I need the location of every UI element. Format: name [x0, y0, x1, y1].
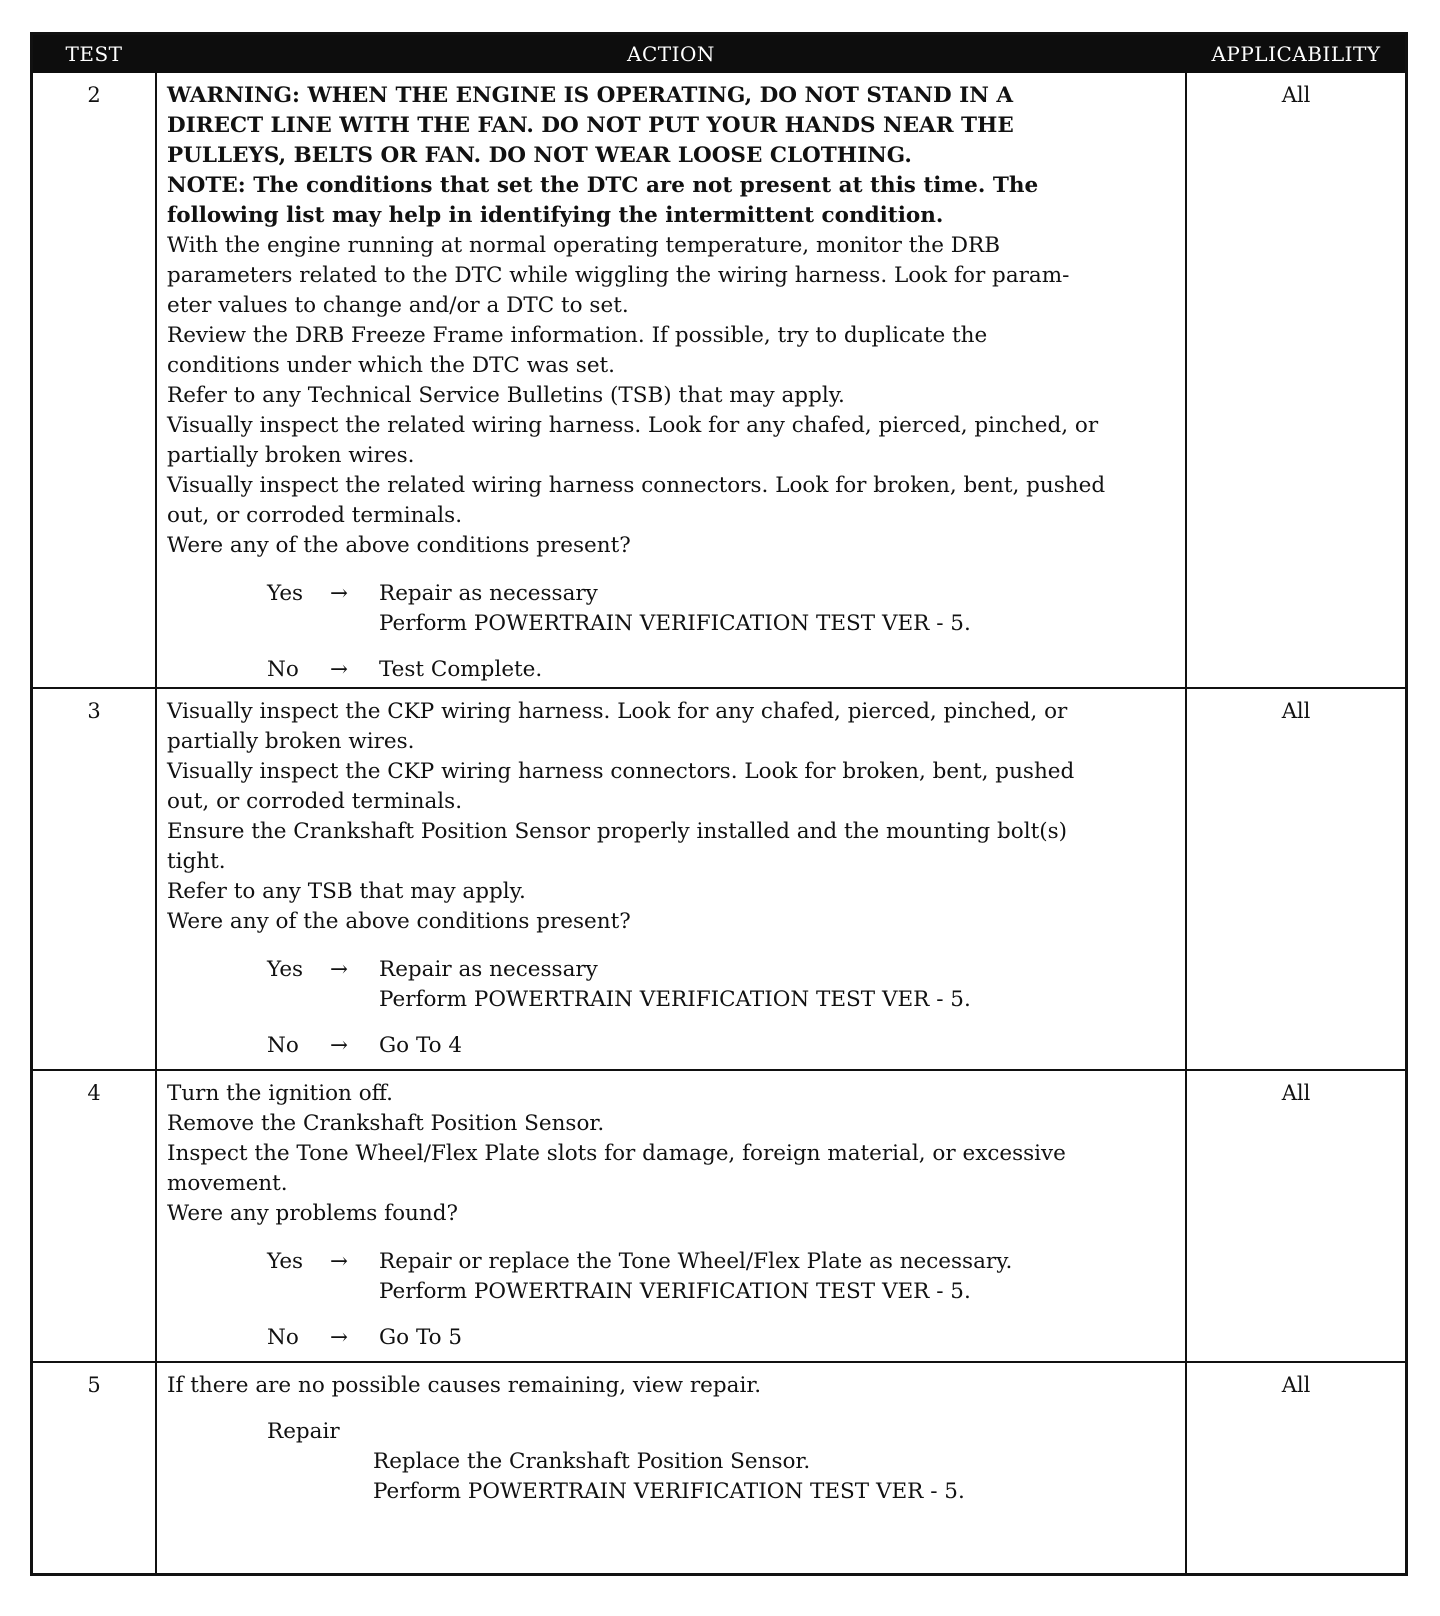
- action-line: If there are no possible causes remaining, view repair.: [167, 1373, 762, 1398]
- table-row-test-3: [33, 687, 1405, 1069]
- yes-result: Repair or replace the Tone Wheel/Flex Plate as necessary.: [379, 1249, 1013, 1274]
- action-line: Ensure the Crankshaft Position Sensor properly installed and the mounting bolt(s): [167, 819, 1068, 844]
- action-line: eter values to change and/or a DTC to set.: [167, 293, 629, 318]
- test-number: 2: [87, 83, 101, 107]
- yes-result: Repair as necessary: [379, 957, 598, 982]
- note-line: following list may help in identifying the intermittent condition.: [167, 203, 944, 228]
- action-line: Inspect the Tone Wheel/Flex Plate slots for damage, foreign material, or excessive: [167, 1141, 1066, 1166]
- action-line: conditions under which the DTC was set.: [167, 353, 616, 378]
- yes-result-verify: Perform POWERTRAIN VERIFICATION TEST VER - 5.: [379, 1279, 971, 1304]
- warning-line: DIRECT LINE WITH THE FAN. DO NOT PUT YOUR HANDS NEAR THE: [167, 113, 1014, 138]
- arrow-icon: →: [330, 1325, 349, 1350]
- action-line: Refer to any Technical Service Bulletins (TSB) that may apply.: [167, 383, 845, 408]
- action-line: Visually inspect the CKP wiring harness. Look for any chafed, pierced, pinched, or: [167, 699, 1068, 724]
- applicability-value: All: [1281, 1373, 1311, 1397]
- action-line: Refer to any TSB that may apply.: [167, 879, 526, 904]
- yes-label: Yes: [267, 581, 304, 606]
- question-line: Were any of the above conditions present?: [167, 909, 631, 934]
- action-cell: [155, 1071, 1187, 1361]
- repair-step: [167, 1447, 1177, 1477]
- question-line: Were any problems found?: [167, 1201, 459, 1226]
- yes-label: Yes: [267, 1249, 304, 1274]
- no-result: Go To 5: [379, 1325, 463, 1350]
- action-line: parameters related to the DTC while wiggling the wiring harness. Look for param-: [167, 263, 1070, 288]
- header-applicability: APPLICABILITY: [1211, 42, 1381, 66]
- applicability-value: All: [1281, 699, 1311, 723]
- test-number: 5: [87, 1373, 101, 1397]
- no-branch: [167, 655, 1177, 685]
- yes-result-verify: Perform POWERTRAIN VERIFICATION TEST VER - 5.: [379, 611, 971, 636]
- table-row-test-2: [33, 73, 1405, 687]
- action-line: With the engine running at normal operating temperature, monitor the DRB: [167, 233, 1000, 258]
- action-line: Review the DRB Freeze Frame information. If possible, try to duplicate the: [167, 323, 988, 348]
- applicability-value: All: [1281, 1081, 1311, 1105]
- no-branch: [167, 1323, 1177, 1353]
- arrow-icon: →: [330, 581, 349, 606]
- action-line: partially broken wires.: [167, 443, 415, 468]
- yes-branch: [167, 955, 1177, 985]
- repair-step: [167, 1477, 1177, 1507]
- no-result: Go To 4: [379, 1033, 463, 1058]
- action-cell: [155, 73, 1187, 687]
- repair-step-text: Replace the Crankshaft Position Sensor.: [373, 1449, 811, 1474]
- action-line: Visually inspect the related wiring harness. Look for any chafed, pierced, pinched, or: [167, 413, 1099, 438]
- no-label: No: [267, 1325, 299, 1350]
- yes-branch-continued: [167, 609, 1177, 639]
- action-cell: [155, 1363, 1187, 1573]
- header-action: ACTION: [627, 42, 715, 66]
- no-label: No: [267, 1033, 299, 1058]
- repair-label: [167, 1417, 1177, 1447]
- test-number: 4: [87, 1081, 101, 1105]
- table-row-test-5: [33, 1361, 1405, 1573]
- yes-result: Repair as necessary: [379, 581, 598, 606]
- action-line: partially broken wires.: [167, 729, 415, 754]
- note-line: NOTE: The conditions that set the DTC are not present at this time. The: [167, 173, 1039, 198]
- repair-label-text: Repair: [267, 1419, 340, 1444]
- warning-line: WARNING: WHEN THE ENGINE IS OPERATING, DO NOT STAND IN A: [167, 83, 1014, 108]
- header-test: TEST: [65, 42, 123, 66]
- arrow-icon: →: [330, 657, 349, 682]
- yes-branch-continued: [167, 985, 1177, 1015]
- action-line: Remove the Crankshaft Position Sensor.: [167, 1111, 605, 1136]
- table-row-test-4: [33, 1069, 1405, 1361]
- question-line: Were any of the above conditions present?: [167, 533, 631, 558]
- yes-branch: [167, 1247, 1177, 1277]
- yes-branch-continued: [167, 1277, 1177, 1307]
- applicability-value: All: [1281, 83, 1311, 107]
- action-line: Visually inspect the CKP wiring harness connectors. Look for broken, bent, pushed: [167, 759, 1075, 784]
- action-line: Visually inspect the related wiring harness connectors. Look for broken, bent, pushed: [167, 473, 1106, 498]
- arrow-icon: →: [330, 1249, 349, 1274]
- no-branch: [167, 1031, 1177, 1061]
- warning-line: PULLEYS, BELTS OR FAN. DO NOT WEAR LOOSE CLOTHING.: [167, 143, 912, 168]
- no-result: Test Complete.: [379, 657, 543, 682]
- repair-step-text: Perform POWERTRAIN VERIFICATION TEST VER - 5.: [373, 1479, 965, 1504]
- arrow-icon: →: [330, 1033, 349, 1058]
- yes-branch: [167, 579, 1177, 609]
- action-line: out, or corroded terminals.: [167, 789, 463, 814]
- no-label: No: [267, 657, 299, 682]
- table-header: [33, 35, 1405, 73]
- diagnostic-test-table: [30, 32, 1408, 1576]
- action-line: Turn the ignition off.: [167, 1081, 393, 1106]
- action-line: tight.: [167, 849, 226, 874]
- arrow-icon: →: [330, 957, 349, 982]
- yes-label: Yes: [267, 957, 304, 982]
- yes-result-verify: Perform POWERTRAIN VERIFICATION TEST VER - 5.: [379, 987, 971, 1012]
- action-line: movement.: [167, 1171, 288, 1196]
- action-line: out, or corroded terminals.: [167, 503, 463, 528]
- action-cell: [155, 689, 1187, 1069]
- test-number: 3: [87, 699, 101, 723]
